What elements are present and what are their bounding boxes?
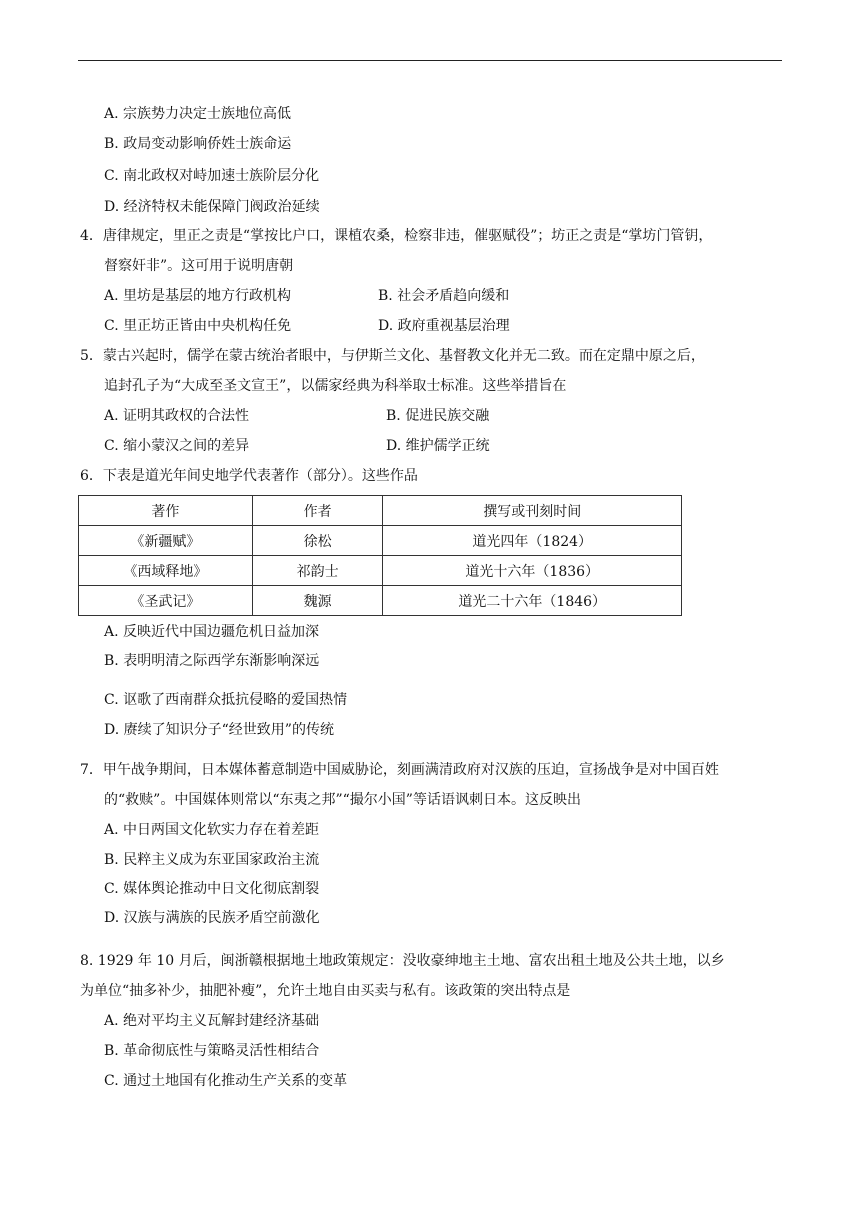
q8-option-c: C. 通过土地国有化推动生产关系的变革 <box>104 1073 348 1089</box>
table-cell: 道光二十六年（1846） <box>383 586 682 616</box>
q5-option-b: B. 促进民族交融 <box>386 408 490 424</box>
q5-option-c: C. 缩小蒙汉之间的差异 <box>104 438 250 454</box>
table-cell: 《圣武记》 <box>79 586 253 616</box>
table-cell: 道光十六年（1836） <box>383 556 682 586</box>
q5-option-d: D. 维护儒学正统 <box>386 438 490 454</box>
q7-option-d: D. 汉族与满族的民族矛盾空前激化 <box>104 910 320 926</box>
q8-option-a: A. 绝对平均主义瓦解封建经济基础 <box>104 1013 320 1029</box>
table-row <box>79 526 682 556</box>
table-row <box>79 556 682 586</box>
q6-option-a: A. 反映近代中国边疆危机日益加深 <box>104 624 320 640</box>
q7-stem-line1: 7．甲午战争期间，日本媒体蓄意制造中国威胁论，刻画满清政府对汉族的压迫，宣扬战争是对中国百姓 <box>80 762 719 778</box>
q6-option-b: B. 表明明清之际西学东渐影响深远 <box>104 653 320 669</box>
q3-option-c: C. 南北政权对峙加速士族阶层分化 <box>104 168 320 184</box>
q8-stem-line1: 8. 1929 年 10 月后，闽浙赣根据地土地政策规定：没收豪绅地主土地、富农出租土地及公共土地，以乡 <box>80 953 725 969</box>
q3-option-b: B. 政局变动影响侨姓士族命运 <box>104 136 292 152</box>
q7-option-c: C. 媒体舆论推动中日文化彻底割裂 <box>104 881 320 897</box>
table-header-cell: 著作 <box>79 496 253 526</box>
q5-stem-line1: 5．蒙古兴起时，儒学在蒙古统治者眼中，与伊斯兰文化、基督教文化并无二致。而在定鼎中原之后， <box>80 348 705 364</box>
q4-option-c: C. 里正坊正皆由中央机构任免 <box>104 318 292 334</box>
table-cell: 祁韵士 <box>252 556 383 586</box>
q7-option-b: B. 民粹主义成为东亚国家政治主流 <box>104 852 320 868</box>
table-header-row <box>79 496 682 526</box>
q4-option-b: B. 社会矛盾趋向缓和 <box>378 288 510 304</box>
q3-option-a: A. 宗族势力决定士族地位高低 <box>104 106 292 122</box>
table-cell: 徐松 <box>252 526 383 556</box>
q7-stem-line2: 的“救赎”。中国媒体则常以“东夷之邦”“撮尔小国”等话语讽刺日本。这反映出 <box>104 792 581 808</box>
q4-stem-line2: 督察奸非”。这可用于说明唐朝 <box>104 258 294 274</box>
q3-option-d: D. 经济特权未能保障门阀政治延续 <box>104 199 320 215</box>
table-cell: 魏源 <box>252 586 383 616</box>
table-cell: 《西域释地》 <box>79 556 253 586</box>
table-cell: 《新疆赋》 <box>79 526 253 556</box>
q7-option-a: A. 中日两国文化软实力存在着差距 <box>104 822 320 838</box>
q6-stem: 6．下表是道光年间史地学代表著作（部分）。这些作品 <box>80 468 418 484</box>
table-row <box>79 586 682 616</box>
works-table <box>78 495 682 616</box>
q4-stem-line1: 4．唐律规定，里正之责是“掌按比户口，课植农桑，检察非违，催驱赋役”；坊正之责是“掌坊门管钥， <box>80 228 713 244</box>
table-cell: 道光四年（1824） <box>383 526 682 556</box>
q6-option-c: C. 讴歌了西南群众抵抗侵略的爱国热情 <box>104 692 348 708</box>
q4-option-d: D. 政府重视基层治理 <box>378 318 510 334</box>
q4-option-a: A. 里坊是基层的地方行政机构 <box>104 288 292 304</box>
table-header-cell: 作者 <box>252 496 383 526</box>
q5-option-a: A. 证明其政权的合法性 <box>104 408 250 424</box>
q6-option-d: D. 赓续了知识分子“经世致用”的传统 <box>104 722 334 738</box>
table-header-cell: 撰写或刊刻时间 <box>383 496 682 526</box>
q5-stem-line2: 追封孔子为“大成至圣文宣王”，以儒家经典为科举取士标准。这些举措旨在 <box>104 378 567 394</box>
header-rule <box>78 60 782 61</box>
q8-option-b: B. 革命彻底性与策略灵活性相结合 <box>104 1043 320 1059</box>
q8-stem-line2: 为单位“抽多补少，抽肥补瘦”，允许土地自由买卖与私有。该政策的突出特点是 <box>80 983 571 999</box>
